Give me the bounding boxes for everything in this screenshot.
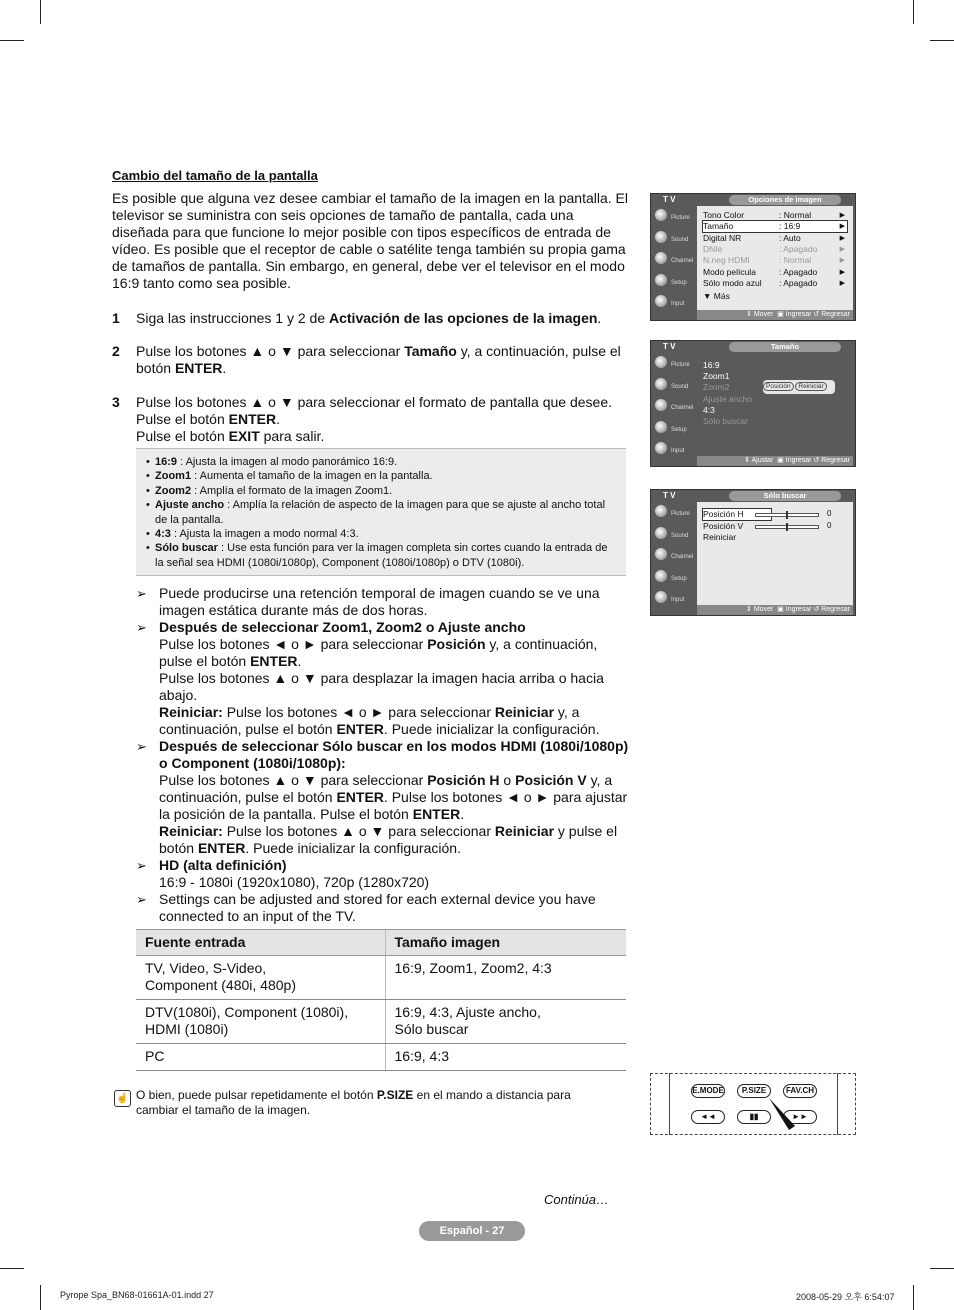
step-text: para salir. (259, 428, 325, 444)
osd-size-item[interactable]: Zoom1 (703, 371, 730, 381)
table-row: PC 16:9, 4:3 (136, 1044, 626, 1071)
size-option-item: • Zoom1 : Aumenta el tamaño de la imagen en la pantalla. (146, 469, 616, 483)
table-header: Fuente entrada (136, 930, 385, 956)
crop-mark (913, 0, 914, 24)
size-option-item: • Zoom2 : Amplía el formato de la imagen Zoom1. (146, 484, 616, 498)
input-icon (655, 591, 667, 603)
osd-footer: ⇕ Mover ▣ Ingresar ↺ Regresar (697, 605, 853, 615)
crop-mark (913, 1285, 914, 1310)
osd-sidebar: Picture Sound Channel Setup Input (651, 353, 697, 461)
osd-vpos-row[interactable]: Posición V (703, 521, 744, 531)
tips-list (136, 585, 631, 925)
footer-date: 2008-05-29 오후 6:54:07 (796, 1292, 895, 1302)
setup-icon (655, 274, 667, 286)
picture-icon (655, 209, 667, 221)
step-text: . (597, 310, 602, 326)
remote-hint: ☝ O bien, puede pulsar repetidamente el botón P.SIZE en el mando a distancia para cambiar el tamaño de la imagen. (114, 1088, 614, 1118)
channel-icon (655, 399, 667, 411)
osd-title: Tamaño (729, 342, 841, 352)
page-number-badge: Español - 27 (419, 1221, 525, 1241)
reset-button[interactable]: Reiniciar (795, 382, 826, 391)
osd-more-row[interactable]: ▼ Más (703, 291, 730, 301)
position-button[interactable]: Posición (763, 382, 794, 391)
size-option-item: • 4:3 : Ajusta la imagen a modo normal 4:3. (146, 527, 616, 541)
osd-size-item[interactable]: Ajuste ancho (703, 394, 753, 404)
osd-position-control (763, 380, 835, 394)
osd-menu-row[interactable]: Tamaño : 16:9 ▶ (703, 221, 845, 231)
osd-tv-label: T V (663, 342, 676, 351)
tip-text: Settings can be adjusted and stored for each external device you have connected to an input of the TV. (159, 891, 596, 924)
step-text: Pulse los botones ▲ o ▼ para seleccionar (136, 343, 405, 359)
step-bold: Tamaño (404, 343, 457, 359)
arrow-icon: ➢ (136, 858, 147, 873)
tip-heading: Después de seleccionar Sólo buscar en los modos HDMI (1080i/1080p) o Component (1080i/1080p): (159, 738, 629, 771)
step-bold: EXIT (228, 428, 260, 444)
table-row: DTV(1080i), Component (1080i), HDMI (1080i) 16:9, 4:3, Ajuste ancho, Sólo buscar (136, 1000, 626, 1044)
osd-footer: ⇕ Ajustar ▣ Ingresar ↺ Regresar (697, 456, 853, 466)
osd-tv-label: T V (663, 491, 676, 500)
size-option-item: • 16:9 : Ajusta la imagen al modo panorámico 16:9. (146, 455, 616, 469)
crop-mark (0, 1268, 24, 1269)
crop-mark (0, 40, 24, 41)
tip-item: ➢ Después de seleccionar Sólo buscar en los modos HDMI (1080i/1080p) o Component (1080i/1080p): Pulse los botones ▲ o ▼ para seleccionar Posición H o Posición V y, a continuación, pulse el botón ENTER. Pulse los botones ◄ o ► para ajustar la posición de la pantalla. Pulse el botón ENTER. Reiniciar: Pulse los botones ▲ o ▼ para seleccionar Reiniciar y pulse el botón ENTER. Puede inicializar la configuración. (136, 738, 629, 856)
pause-button[interactable]: ▮▮ (737, 1110, 771, 1124)
step-number: 3 (112, 394, 120, 410)
sound-icon (655, 378, 667, 390)
osd-title: Sólo buscar (729, 491, 841, 501)
arrow-icon: ➢ (136, 892, 147, 907)
osd-footer: ⇕ Mover ▣ Ingresar ↺ Regresar (697, 310, 853, 320)
tip-text: Puede producirse una retención temporal de imagen cuando se ve una imagen estática durante más de dos horas. (159, 585, 600, 618)
pointer-hand-icon (765, 1096, 805, 1134)
osd-size-item[interactable]: 16:9 (703, 360, 720, 370)
footer-file: Pyrope Spa_BN68-01661A-01.indd 27 (60, 1290, 214, 1300)
continued-label: Continúa… (544, 1192, 610, 1207)
osd-tv-label: T V (663, 195, 676, 204)
sound-icon (655, 231, 667, 243)
osd-menu-row[interactable]: Sólo modo azul : Apagado ▶ (703, 278, 845, 288)
step-text: Pulse el botón (136, 428, 229, 444)
osd-sidebar: Picture Sound Channel Setup Input (651, 502, 697, 610)
osd-sidebar: Picture Sound Channel Setup Input (651, 206, 697, 314)
osd-hpos-row[interactable]: Posición H (703, 509, 771, 520)
vpos-slider[interactable] (755, 525, 819, 529)
size-option-item: • Sólo buscar : Use esta función para ver la imagen completa sin cortes cuando la entrada de la señal sea HDMI (1080i/1080p), Component (1080i/1080p) o DTV (1080i). (146, 541, 616, 570)
tip-heading: HD (alta definición) (159, 857, 287, 873)
intro-paragraph: Es posible que alguna vez desee cambiar el tamaño de la imagen en la pantalla. El televisor se suministra con seis opciones de tamaño de pantalla, cada una diseñada para que funcione lo mejor posible con tipos específicos de entrada de vídeo. Es posible que el receptor de cable o satélite tenga también su propia gama de tamaños de pantalla. Sin embargo, en general, debe ver el televisor en el modo 16:9 tanto como sea posible. (112, 190, 628, 291)
step-text: Siga las instrucciones 1 y 2 de (136, 310, 329, 326)
input-icon (655, 295, 667, 307)
tip-item (136, 891, 631, 925)
rewind-button[interactable]: ◄◄ (691, 1110, 725, 1124)
remote-illustration (650, 1073, 856, 1135)
table-row: TV, Video, S-Video, Component (480i, 480p) 16:9, Zoom1, Zoom2, 4:3 (136, 956, 626, 1000)
step-3 (112, 394, 632, 445)
channel-icon (655, 548, 667, 560)
osd-menu-row[interactable]: Tono Color : Normal ▶ (703, 210, 845, 220)
arrow-icon: ➢ (136, 620, 147, 635)
osd-menu-row[interactable]: N.neg HDMI : Normal ▶ (703, 255, 845, 265)
psize-button[interactable]: P.SIZE (737, 1084, 771, 1098)
setup-icon (655, 421, 667, 433)
step-text: Pulse los botones ▲ o ▼ para seleccionar el formato de pantalla que desee. (136, 394, 612, 410)
step-text: . (222, 360, 227, 376)
osd-size-item[interactable]: Zoom2 (703, 382, 730, 392)
tip-item (136, 857, 631, 891)
size-options-box (136, 448, 626, 576)
sound-icon (655, 527, 667, 539)
step-text: Pulse el botón (136, 411, 229, 427)
osd-size-item[interactable]: 4:3 (703, 405, 715, 415)
step-number: 1 (112, 310, 120, 326)
osd-size-menu (650, 340, 856, 467)
setup-icon (655, 570, 667, 582)
emode-button[interactable]: E.MODE (691, 1084, 725, 1098)
osd-menu-row[interactable]: Digital NR : Auto ▶ (703, 233, 845, 243)
osd-menu-row[interactable]: Modo película : Apagado ▶ (703, 267, 845, 277)
step-bold: ENTER (228, 411, 277, 427)
osd-menu-panel (697, 502, 853, 605)
tip-heading: Después de seleccionar Zoom1, Zoom2 o Ajuste ancho (159, 619, 526, 635)
crop-mark (930, 1268, 954, 1269)
vpos-value: 0 (827, 521, 832, 530)
osd-title: Opciones de imagen (729, 195, 841, 205)
osd-screen-fit (650, 489, 856, 616)
step-text: y, a continuación, pulse el botón (136, 343, 621, 376)
osd-menu-row[interactable]: DNIe : Apagado ▶ (703, 244, 845, 254)
channel-icon (655, 252, 667, 264)
step-bold: Activación de las opciones de la imagen (329, 310, 598, 326)
step-2 (112, 343, 632, 377)
hpos-value: 0 (827, 509, 832, 518)
section-heading: Cambio del tamaño de la pantalla (112, 168, 318, 183)
input-size-table (136, 929, 626, 1071)
osd-menu-panel (697, 353, 853, 456)
arrow-icon: ➢ (136, 586, 147, 601)
osd-size-item[interactable]: Sólo buscar (703, 416, 748, 426)
arrow-icon: ➢ (136, 739, 147, 754)
tip-text: 16:9 - 1080i (1920x1080), 720p (1280x720) (159, 874, 430, 890)
fast-forward-button[interactable]: ►► (783, 1110, 817, 1124)
tip-item: ➢ Después de seleccionar Zoom1, Zoom2 o Ajuste ancho Pulse los botones ◄ o ► para seleccionar Posición y, a continuación, pulse el botón ENTER. Pulse los botones ▲ o ▼ para desplazar la imagen hacia arriba o hacia abajo. Reiniciar: Pulse los botones ◄ o ► para seleccionar Reiniciar y, a continuación, pulse el botón ENTER. Puede inicializar la configuración. (136, 619, 631, 738)
table-header: Tamaño imagen (385, 930, 626, 956)
hand-icon: ☝ (114, 1090, 131, 1107)
input-icon (655, 442, 667, 454)
osd-menu-panel (697, 206, 853, 310)
osd-reset-row[interactable]: Reiniciar (703, 532, 737, 542)
step-text: . (276, 411, 280, 427)
tip-text: Pulse los botones ▲ o ▼ para desplazar la imagen hacia arriba o hacia abajo. (159, 670, 604, 703)
picture-icon (655, 505, 667, 517)
step-number: 2 (112, 343, 120, 359)
tip-item (136, 585, 631, 619)
hpos-slider[interactable] (755, 513, 819, 517)
favch-button[interactable]: FAV.CH (783, 1084, 817, 1098)
osd-picture-options (650, 193, 856, 321)
size-option-item: • Ajuste ancho : Amplía la relación de aspecto de la imagen para que se ajuste al ancho total de la pantalla. (146, 498, 616, 527)
picture-icon (655, 356, 667, 368)
crop-mark (930, 40, 954, 41)
crop-mark (40, 0, 41, 24)
crop-mark (40, 1285, 41, 1310)
step-bold: ENTER (174, 360, 223, 376)
step-1 (112, 310, 632, 327)
